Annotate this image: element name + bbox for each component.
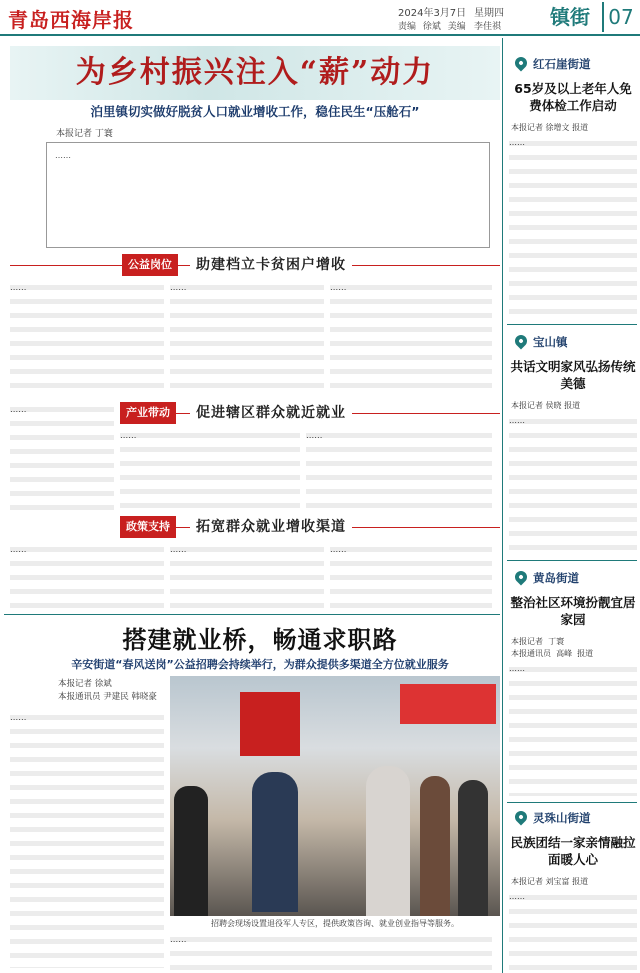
body-s1-col3: …… [330,280,492,396]
photo-person [174,786,208,916]
sidebar-place-2 [515,334,568,354]
sidebar-divider [507,324,637,325]
sidebar-column [502,38,640,973]
photo-person [366,766,410,916]
sidebar-title-2: 共话文明家风弘扬传统美德 [510,359,636,391]
body-s1-col2: …… [170,280,324,396]
photo-person [252,772,298,912]
story2-body-bottom: …… [170,932,492,970]
section-title-3: 拓宽群众就业增收渠道 [190,516,352,538]
sidebar-byline-4: 本报记者 刘宝富 报道 [511,877,589,886]
sidebar-title-1: 65岁及以上老年人免费体检工作启动 [514,81,632,113]
photo-person [458,780,488,916]
section-title-2: 促进辖区群众就近就业 [190,402,352,424]
body-s3-col1: …… [10,542,164,608]
sidebar-place-4 [515,810,591,830]
location-pin-icon [513,809,530,826]
page-number: 07 [602,2,638,32]
section-header-2 [120,402,500,424]
story2-body-left: …… [10,710,164,968]
sidebar-byline-1: 本报记者 徐增文 报道 [511,123,589,132]
main-lead-box [46,142,490,248]
location-pin-icon [513,55,530,72]
masthead [0,0,640,36]
sidebar-byline-2: 本报记者 侯晓 报道 [511,401,581,410]
sidebar-title-4: 民族团结一家亲情融拉面暖人心 [510,835,636,867]
body-s2-col1: …… [10,402,114,510]
section-tag-2: 产业带动 [120,402,176,424]
sidebar-body-4: …… [509,890,637,970]
section-tag-3: 政策支持 [120,516,176,538]
photo-banner [240,692,300,756]
story-divider [4,614,500,615]
body-s1-col1: …… [10,280,164,396]
section-title-1: 助建档立卡贫困户增收 [190,254,352,276]
sidebar-place-1 [515,56,591,76]
photo-banner-2 [400,684,496,724]
body-s2-col2: …… [120,428,300,510]
sidebar-body-2: …… [509,414,637,554]
section-tag-1: 公益岗位 [122,254,178,276]
newspaper-brand: 青岛西海岸报 [8,8,134,32]
section-name: 镇街 [550,5,590,29]
story2-subheadline: 辛安街道“春风送岗”公益招聘会持续举行，为群众提供多渠道全方位就业服务 [71,658,449,671]
body-s3-col2: …… [170,542,324,608]
body-s3-col3: …… [330,542,492,608]
photo-caption: 招聘会现场设置退役军人专区，提供政策咨询、就业创业指导等服务。 [211,919,459,928]
story2-byline-2: 本报通讯员 尹建民 韩晓豪 [58,692,157,702]
story2-byline-1: 本报记者 徐斌 [58,679,112,689]
section-header-3 [120,516,500,538]
edition-credits: 责编 徐斌 美编 [398,22,466,32]
story2-headline: 搭建就业桥，畅通求职路 [122,625,398,654]
main-subheadline: 泊里镇切实做好脱贫人口就业增收工作，稳住民生“压舱石” [90,104,420,119]
sidebar-body-1: …… [509,136,637,320]
sidebar-place-label: 红石崖街道 [533,57,591,71]
sidebar-body-3: …… [509,662,637,796]
sidebar-byline-3: 本报记者 丁寰 本报通讯员 高峰 报道 [511,637,594,658]
sidebar-title-3: 整治社区环境扮靓宜居家园 [510,595,636,627]
issue-date: 2024年3月7日 [398,8,467,19]
story2-photo [170,676,500,916]
sidebar-divider [507,802,637,803]
main-column [0,38,500,973]
sidebar-divider [507,560,637,561]
location-pin-icon [513,333,530,350]
sidebar-place-3 [515,570,579,590]
issue-weekday: 星期四 [474,8,504,19]
story2-byline [58,678,157,704]
section-header-1 [10,254,500,276]
body-s2-col3: …… [306,428,492,510]
main-lead-text: …… [55,151,71,160]
location-pin-icon [513,569,530,586]
sidebar-place-label: 黄岛街道 [533,571,579,585]
photo-person [420,776,450,916]
main-headline: 为乡村振兴注入“薪”动力 [10,46,500,100]
edition-editor: 李佳祺 [474,22,502,32]
sidebar-place-label: 宝山镇 [533,335,568,349]
sidebar-place-label: 灵珠山街道 [533,811,591,825]
main-byline: 本报记者 丁寰 [56,129,113,139]
